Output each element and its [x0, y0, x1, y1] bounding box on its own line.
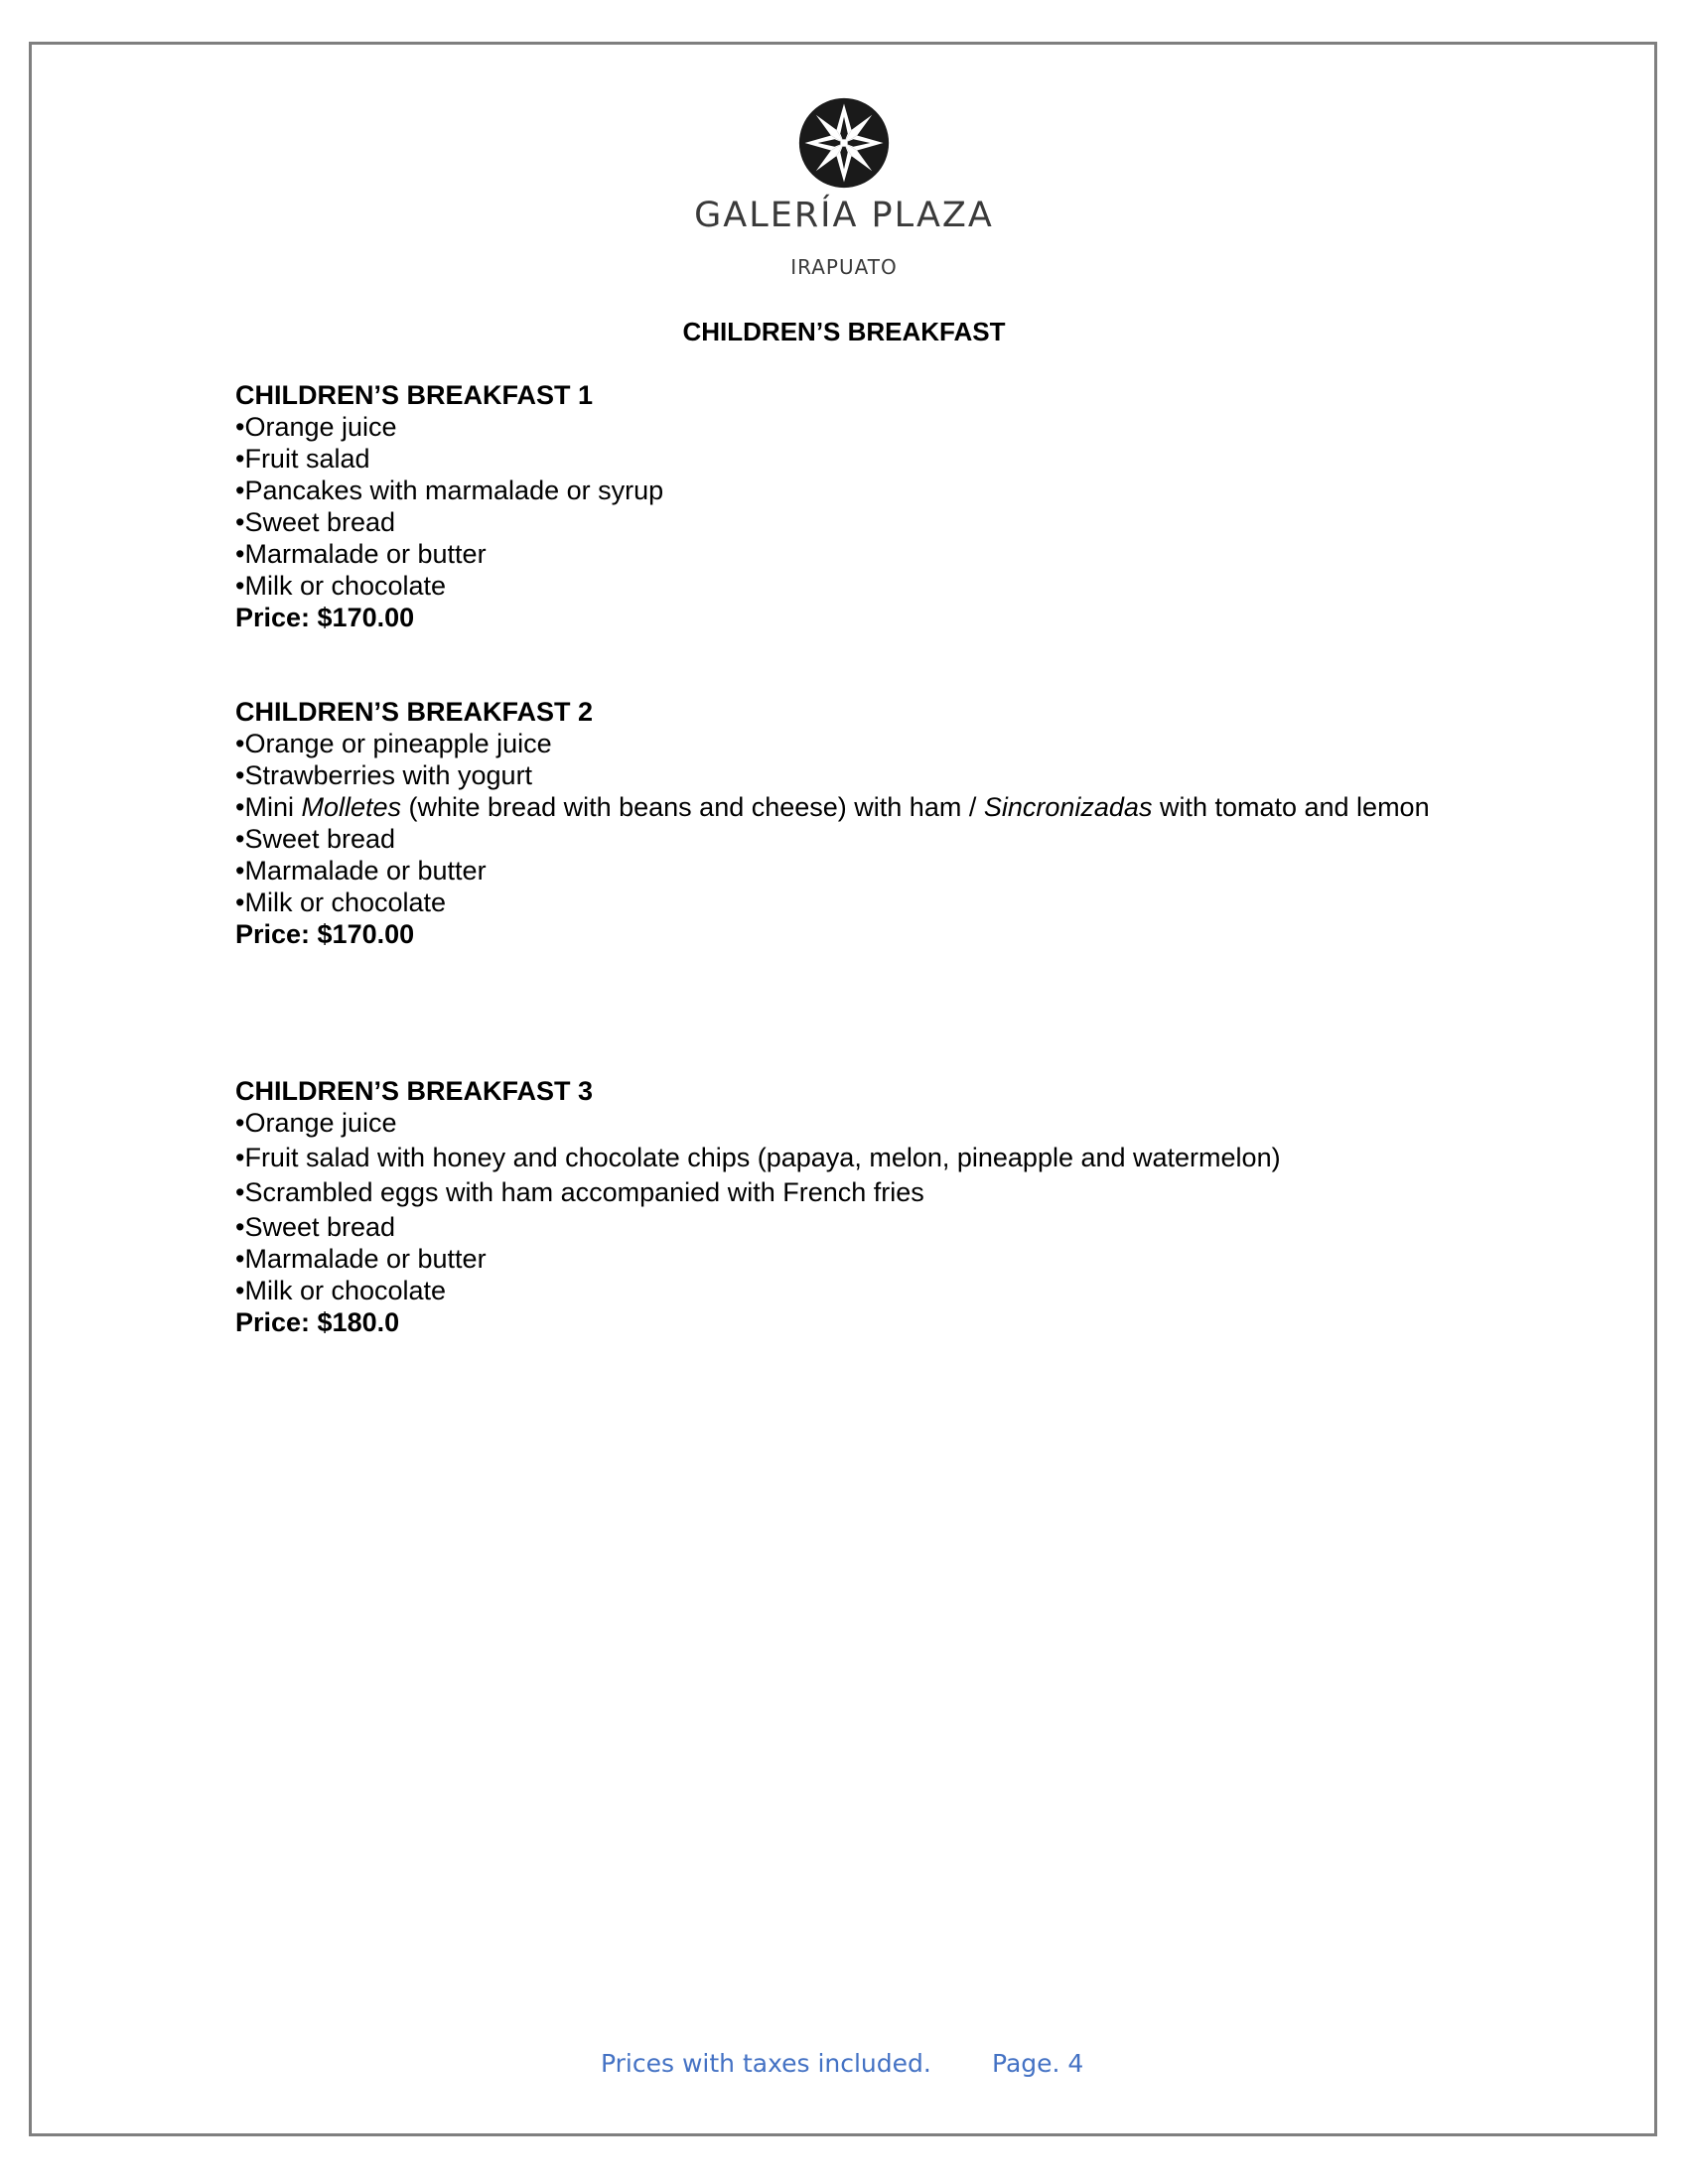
price: Price: $170.00: [235, 919, 415, 949]
menu-section-breakfast-2: [235, 696, 1477, 950]
list-item: •Pancakes with marmalade or syrup: [235, 476, 664, 505]
item-list: [235, 1107, 1477, 1306]
molletes-term: Molletes: [301, 792, 402, 822]
molletes-middle: (white bread with beans and cheese) with ham /: [401, 792, 984, 822]
list-item: •Sweet bread: [235, 824, 396, 854]
menu-section-breakfast-3: [235, 1075, 1477, 1338]
list-item: •Marmalade or butter: [235, 856, 487, 886]
list-item: •Orange or pineapple juice: [235, 729, 552, 758]
molletes-prefix: •Mini: [235, 792, 302, 822]
footer-note: Prices with taxes included.: [601, 2049, 931, 2078]
list-item-molletes: [235, 791, 1477, 823]
star-medallion-icon: [797, 96, 891, 190]
price: Price: $180.0: [235, 1307, 400, 1337]
molletes-suffix: with tomato and lemon: [1152, 792, 1430, 822]
logo-city: IRAPUATO: [790, 255, 898, 279]
list-item: •Orange juice: [235, 1108, 397, 1138]
list-item: •Fruit salad with honey and chocolate chips (papaya, melon, pineapple and watermelon): [235, 1143, 1281, 1172]
list-item: •Milk or chocolate: [235, 571, 447, 601]
menu-section-breakfast-1: [235, 379, 1477, 633]
list-item: •Milk or chocolate: [235, 887, 447, 917]
page-title: CHILDREN’S BREAKFAST: [682, 317, 1006, 346]
list-item: •Milk or chocolate: [235, 1276, 447, 1305]
logo: [645, 91, 1043, 290]
list-item: •Orange juice: [235, 412, 397, 442]
sincronizadas-term: Sincronizadas: [983, 792, 1153, 822]
section-heading: CHILDREN’S BREAKFAST 3: [235, 1076, 594, 1106]
section-heading: CHILDREN’S BREAKFAST 1: [235, 380, 594, 410]
section-heading: CHILDREN’S BREAKFAST 2: [235, 697, 594, 727]
list-item: •Marmalade or butter: [235, 1244, 487, 1274]
list-item: •Sweet bread: [235, 1212, 396, 1242]
page-number: Page. 4: [992, 2049, 1084, 2078]
item-list: [235, 411, 1477, 602]
list-item: •Marmalade or butter: [235, 539, 487, 569]
item-list: [235, 728, 1477, 918]
list-item: •Fruit salad: [235, 444, 370, 474]
list-item: •Sweet bread: [235, 507, 396, 537]
price: Price: $170.00: [235, 603, 415, 632]
list-item: •Scrambled eggs with ham accompanied with French fries: [235, 1177, 924, 1207]
logo-name: GALERÍA PLAZA: [694, 196, 994, 235]
list-item: •Strawberries with yogurt: [235, 760, 533, 790]
